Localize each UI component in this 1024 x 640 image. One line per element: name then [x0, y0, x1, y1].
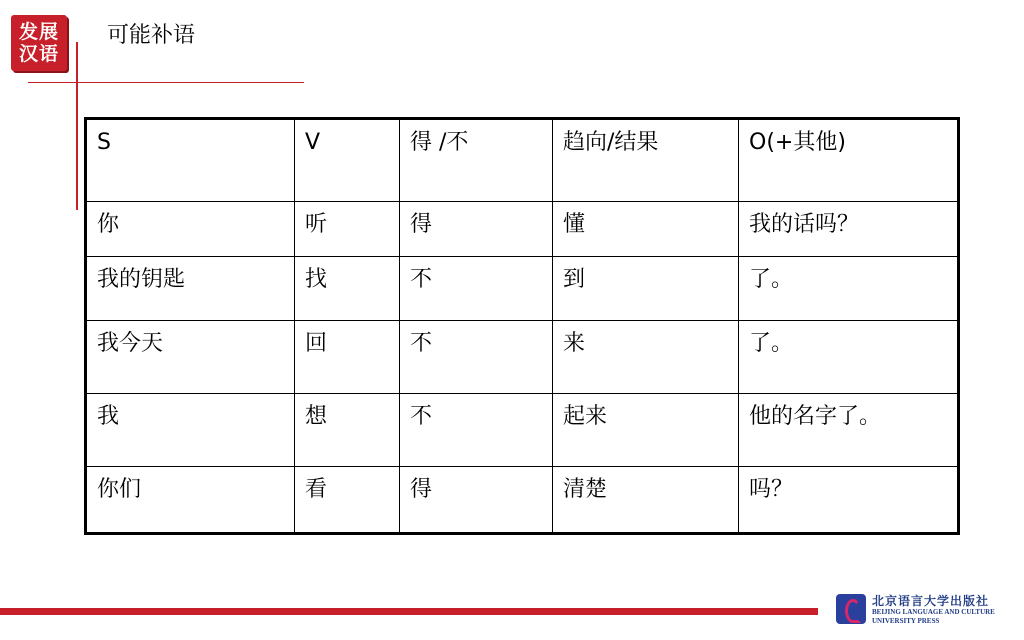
- grammar-table: [84, 117, 960, 535]
- table-row: [86, 467, 959, 534]
- publisher-name: [872, 594, 1022, 626]
- table-cell: 我: [86, 394, 295, 467]
- table-cell: 吗？: [739, 467, 959, 534]
- logo-line-1: 发展: [18, 21, 59, 43]
- header-verb: V: [295, 119, 400, 202]
- table-header-row: [86, 119, 959, 202]
- publisher-name-en-2: UNIVERSITY PRESS: [872, 617, 940, 625]
- table-cell: 得: [400, 467, 553, 534]
- table-row: [86, 394, 959, 467]
- decorative-vertical-line: [76, 42, 78, 210]
- table-cell: 了。: [739, 257, 959, 321]
- table-cell: 我的钥匙: [86, 257, 295, 321]
- header-subject: S: [86, 119, 295, 202]
- table-cell: 回: [295, 321, 400, 394]
- table-cell: 听: [295, 202, 400, 257]
- page-title: 可能补语: [107, 23, 196, 48]
- table-cell: 不: [400, 321, 553, 394]
- header-direction-result: 趋向/结果: [553, 119, 739, 202]
- table-cell: 我今天: [86, 321, 295, 394]
- table-row: [86, 321, 959, 394]
- table-cell: 看: [295, 467, 400, 534]
- table-cell: 懂: [553, 202, 739, 257]
- table-cell: 来: [553, 321, 739, 394]
- table-cell: 你: [86, 202, 295, 257]
- publisher-name-en-1: BEIJING LANGUAGE AND CULTURE: [872, 608, 995, 616]
- table-cell: 找: [295, 257, 400, 321]
- table-cell: 我的话吗？: [739, 202, 959, 257]
- table-cell: 起来: [553, 394, 739, 467]
- publisher-name-cn: 北京语言大学出版社: [872, 594, 990, 608]
- textbook-logo: [11, 15, 67, 71]
- header-de-bu: 得 /不: [400, 119, 553, 202]
- table-row: [86, 257, 959, 321]
- table-cell: 不: [400, 394, 553, 467]
- table-row: [86, 202, 959, 257]
- table-cell: 到: [553, 257, 739, 321]
- table-cell: 清楚: [553, 467, 739, 534]
- logo-line-2: 汉语: [18, 43, 59, 65]
- table-cell: 不: [400, 257, 553, 321]
- table-cell: 他的名字了。: [739, 394, 959, 467]
- header-object: O(+其他): [739, 119, 959, 202]
- table-cell: 想: [295, 394, 400, 467]
- footer-bar: [0, 608, 818, 615]
- table-cell: 了。: [739, 321, 959, 394]
- publisher-logo-icon: [836, 594, 866, 624]
- table-cell: 得: [400, 202, 553, 257]
- decorative-horizontal-line: [28, 82, 304, 83]
- table-cell: 你们: [86, 467, 295, 534]
